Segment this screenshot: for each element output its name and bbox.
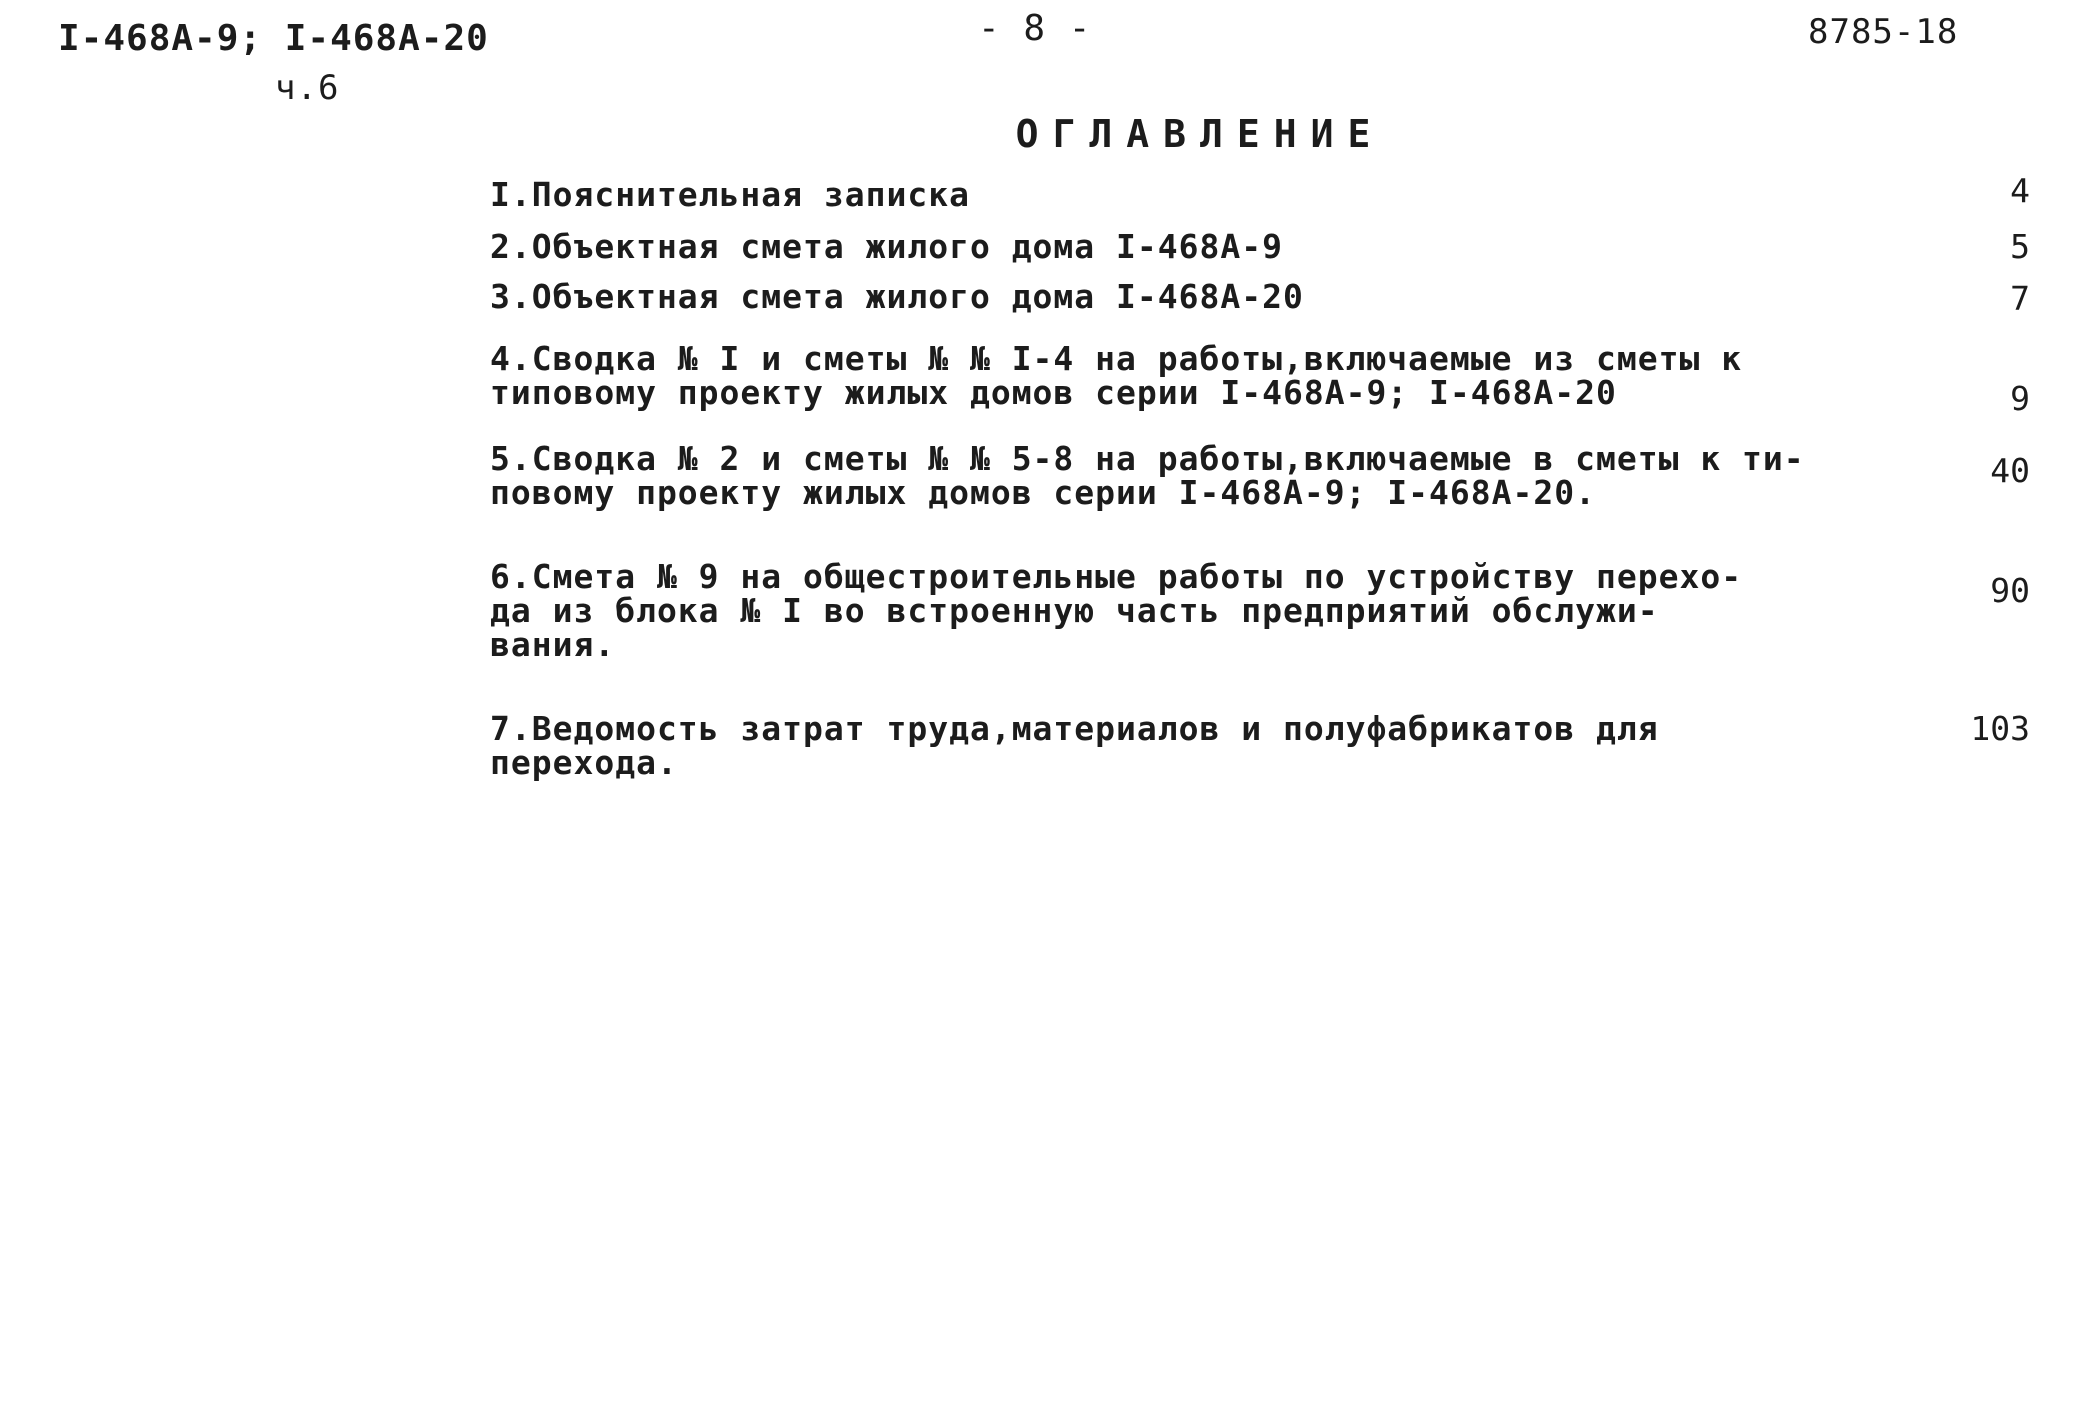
toc-entry-title: 3.Объектная смета жилого дома I-468А-20 (490, 277, 1304, 316)
document-code: I-468A-9; I-468A-20 (58, 18, 489, 59)
toc-entry-title: 6.Смета № 9 на общестроительные работы по устройству перехо- да из блока № I во встроенную часть предприятий обслужи- вания. (490, 557, 1743, 664)
toc-entry-title: I.Пояснительная записка (490, 175, 970, 214)
page-number: - 8 - (978, 8, 1092, 49)
toc-title: ОГЛАВЛЕНИЕ (1015, 112, 1385, 156)
toc-entry-page: 40 (1990, 451, 2030, 490)
toc-entry-page: 90 (1990, 571, 2030, 610)
toc-entry-page: 9 (2010, 379, 2030, 418)
toc-entry-page: 103 (1970, 709, 2030, 748)
toc-entry-title: 7.Ведомость затрат труда,материалов и полуфабрикатов для перехода. (490, 709, 1659, 782)
toc-entry-page: 7 (2010, 279, 2030, 318)
toc-entry-page: 4 (2010, 171, 2030, 210)
toc-entry-title: 4.Сводка № I и сметы № № I-4 на работы,включаемые из сметы к типовому проекту жилых домов серии I-468А-9; I-468А-20 (490, 339, 1743, 412)
toc-entry-page: 5 (2010, 227, 2030, 266)
document-part: ч.6 (275, 68, 340, 108)
toc-entry-title: 2.Объектная смета жилого дома I-468А-9 (490, 227, 1283, 266)
inventory-number: 8785-18 (1808, 12, 1959, 52)
toc-entry-title: 5.Сводка № 2 и сметы № № 5-8 на работы,включаемые в сметы к ти- повому проекту жилых домов серии I-468А-9; I-468А-20. (490, 439, 1805, 512)
